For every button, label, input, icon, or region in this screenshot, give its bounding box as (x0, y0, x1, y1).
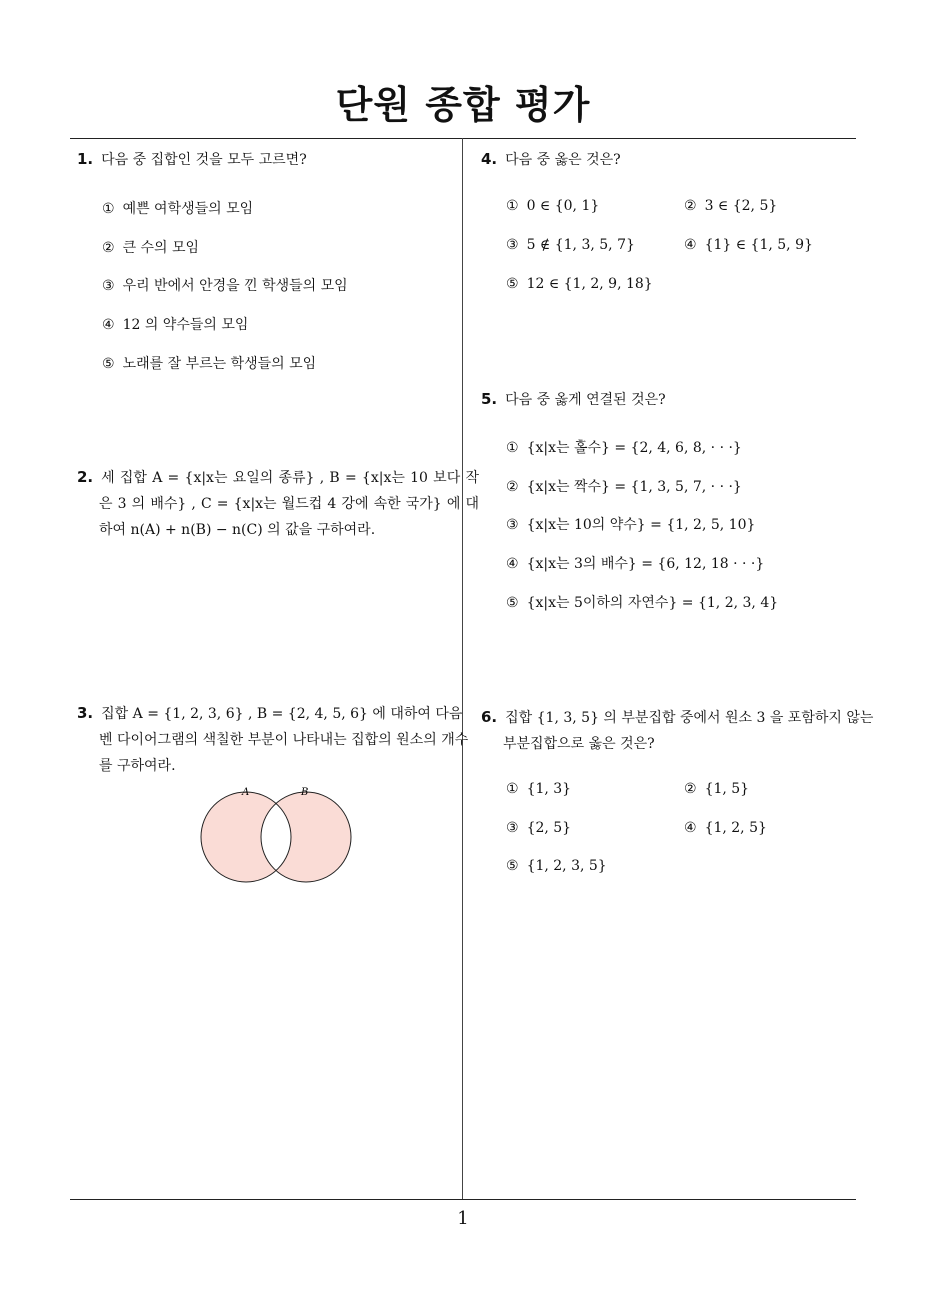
question-number: 5. (481, 390, 498, 408)
option-text: {x|x는 3의 배수} = {6, 12, 18 · · ·} (526, 556, 765, 572)
option-mark: ③ (102, 278, 115, 294)
option-1[interactable] (102, 198, 253, 218)
option-3[interactable] (506, 820, 571, 836)
option-5[interactable] (506, 592, 778, 612)
option-mark: ⑤ (102, 356, 115, 372)
option-text: 12 ∈ {1, 2, 9, 18} (526, 276, 653, 292)
option-mark: ① (506, 781, 519, 797)
option-1[interactable] (506, 781, 571, 797)
option-mark: ① (506, 198, 519, 214)
option-2[interactable] (102, 237, 199, 257)
question-5 (481, 386, 666, 413)
option-mark: ④ (684, 820, 697, 836)
option-text: {1, 2, 5} (704, 820, 767, 836)
venn-label-b: B (301, 787, 309, 798)
option-text: {1, 5} (704, 781, 750, 797)
option-2[interactable] (506, 476, 742, 496)
option-4[interactable] (684, 237, 813, 253)
option-text: 12 의 약수들의 모임 (122, 317, 249, 333)
question-number: 4. (481, 150, 498, 168)
option-text: 노래를 잘 부르는 학생들의 모임 (122, 356, 317, 372)
option-text: 큰 수의 모임 (122, 240, 200, 256)
option-text: {1, 3} (526, 781, 572, 797)
option-1[interactable] (506, 437, 742, 457)
question-stem: 세 집합 A = {x|x는 요일의 종류} , B = {x|x는 10 보다 작은 3 의 배수} , C = {x|x는 월드컵 4 강에 속한 국가} 에 대하여 n(A) + n(B) − n(C) 의 값을 구하여라. (99, 470, 479, 538)
header-rule (70, 138, 856, 139)
option-mark: ② (684, 198, 697, 214)
option-text: 예쁜 여학생들의 모임 (122, 201, 254, 217)
option-3[interactable] (506, 237, 635, 253)
question-stem: 다음 중 집합인 것을 모두 고르면? (101, 152, 307, 168)
option-text: 0 ∈ {0, 1} (526, 198, 600, 214)
question-number: 2. (77, 468, 94, 486)
question-number: 3. (77, 704, 94, 722)
question-3 (77, 700, 479, 779)
option-mark: ④ (506, 556, 519, 572)
option-mark: ⑤ (506, 276, 519, 292)
question-2 (77, 464, 479, 543)
option-text: {2, 5} (526, 820, 572, 836)
option-mark: ② (506, 479, 519, 495)
page-title: 단원 종합 평가 (335, 83, 591, 127)
option-5[interactable] (506, 858, 607, 874)
question-stem: 다음 중 옳게 연결된 것은? (505, 392, 666, 408)
option-5[interactable] (102, 353, 316, 373)
option-mark: ③ (506, 517, 519, 533)
option-2[interactable] (684, 198, 777, 214)
question-number: 6. (481, 708, 498, 726)
option-text: 5 ∉ {1, 3, 5, 7} (526, 237, 635, 253)
question-number: 1. (77, 150, 94, 168)
option-4[interactable] (684, 820, 767, 836)
question-stem: 집합 {1, 3, 5} 의 부분집합 중에서 원소 3 을 포함하지 않는 부분집합으로 옳은 것은? (503, 710, 874, 752)
venn-diagram (196, 785, 356, 885)
page-number: 1 (457, 1208, 469, 1229)
option-mark: ② (102, 240, 115, 256)
venn-label-a: A (242, 787, 250, 798)
option-3[interactable] (102, 275, 348, 295)
option-text: 3 ∈ {2, 5} (704, 198, 778, 214)
option-mark: ④ (684, 237, 697, 253)
option-mark: ③ (506, 820, 519, 836)
option-4[interactable] (102, 314, 248, 334)
option-text: {1} ∈ {1, 5, 9} (704, 237, 813, 253)
option-1[interactable] (506, 198, 599, 214)
column-divider (462, 138, 463, 1200)
question-stem: 다음 중 옳은 것은? (505, 152, 621, 168)
option-mark: ① (102, 201, 115, 217)
option-5[interactable] (506, 276, 653, 292)
question-4 (481, 146, 621, 173)
question-stem: 집합 A = {1, 2, 3, 6} , B = {2, 4, 5, 6} 에 대하여 다음 벤 다이어그램의 색칠한 부분이 나타내는 집합의 원소의 개수를 구하여라. (99, 706, 469, 774)
option-text: {x|x는 짝수} = {1, 3, 5, 7, · · ·} (526, 479, 742, 495)
option-mark: ④ (102, 317, 115, 333)
question-1 (77, 146, 307, 173)
option-text: {x|x는 5이하의 자연수} = {1, 2, 3, 4} (526, 595, 779, 611)
footer-rule (70, 1199, 856, 1200)
option-text: {1, 2, 3, 5} (526, 858, 607, 874)
option-2[interactable] (684, 781, 749, 797)
option-text: 우리 반에서 안경을 낀 학생들의 모임 (122, 278, 348, 294)
option-text: {x|x는 10의 약수} = {1, 2, 5, 10} (526, 517, 756, 533)
option-mark: ① (506, 440, 519, 456)
option-3[interactable] (506, 514, 755, 534)
option-text: {x|x는 홀수} = {2, 4, 6, 8, · · ·} (526, 440, 742, 456)
question-6 (481, 704, 883, 757)
option-mark: ② (684, 781, 697, 797)
option-mark: ⑤ (506, 595, 519, 611)
option-mark: ③ (506, 237, 519, 253)
option-mark: ⑤ (506, 858, 519, 874)
option-4[interactable] (506, 553, 764, 573)
